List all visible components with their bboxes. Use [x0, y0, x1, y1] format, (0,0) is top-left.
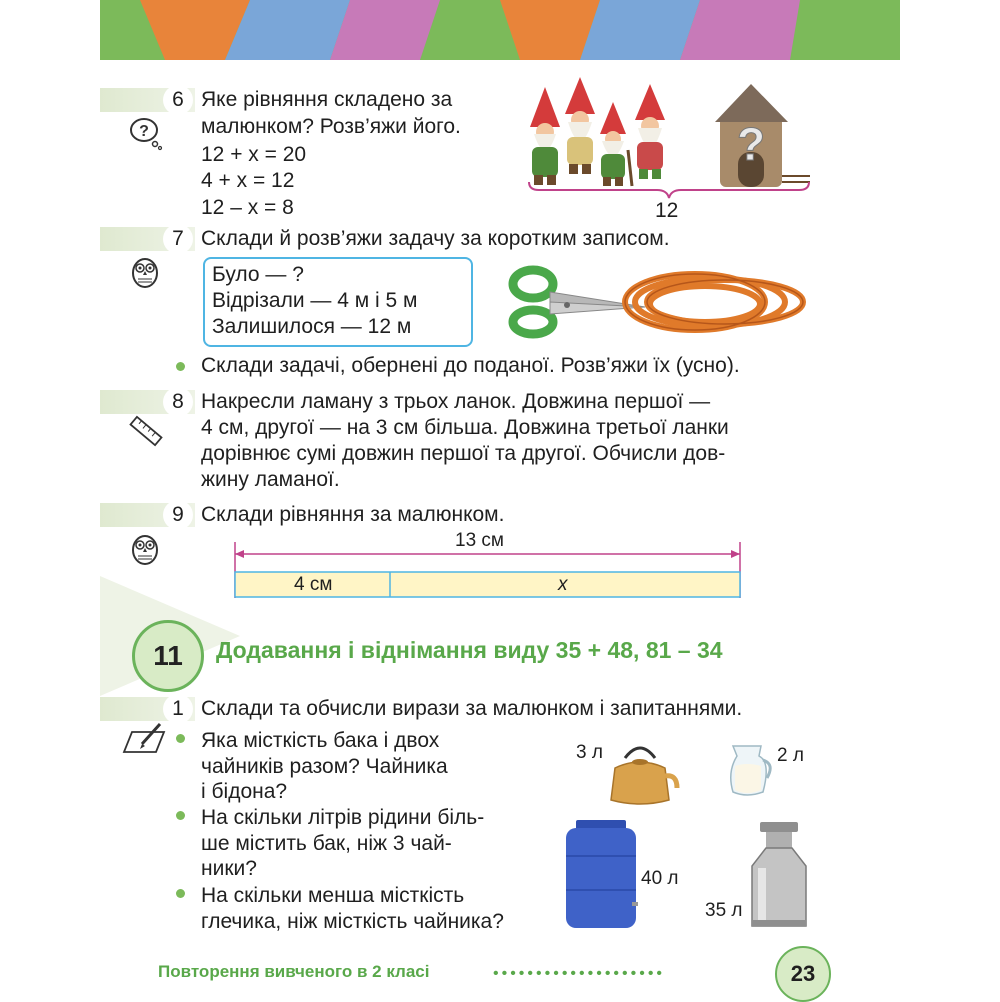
top-decorative-band: [100, 0, 900, 60]
q2-line1: На скільки літрів рідини біль-: [201, 806, 485, 829]
q2-line2: ше містить бак, ніж 3 чай-: [201, 832, 452, 855]
page-number: 23: [775, 946, 831, 1002]
short-note-line2: Відрізали — 4 м і 5 м: [212, 289, 418, 312]
svg-text:?: ?: [139, 123, 149, 140]
total-length-label: 13 см: [455, 530, 504, 551]
equation-3: 12 – x = 8: [201, 196, 294, 219]
bullet: [176, 889, 185, 898]
q3-line1: На скільки менша місткість: [201, 884, 465, 907]
brace: [527, 180, 812, 200]
bullet: [176, 734, 185, 743]
write-icon: [120, 722, 168, 756]
task8-line3: дорівнює сумі довжин першої та другої. Обчисли дов-: [201, 442, 726, 465]
footer-text: Повторення вивченого в 2 класі: [158, 962, 430, 981]
task-number: 9: [163, 500, 193, 530]
footer-dots: ••••••••••••••••••••: [493, 965, 666, 982]
q1-line3: і бідона?: [201, 780, 288, 803]
kettle-image: [605, 738, 680, 810]
think-icon: [128, 115, 164, 151]
jug-volume: 2 л: [777, 745, 804, 766]
task6-question-line1: Яке рівняння складено за: [201, 88, 453, 111]
brace-label: 12: [655, 199, 679, 222]
task9-text: Склади рівняння за малюнком.: [201, 503, 505, 526]
owl-icon: [130, 530, 160, 566]
short-note-line3: Залишилося — 12 м: [212, 315, 412, 338]
bullet: [176, 811, 185, 820]
q1-line2: чайників разом? Чайника: [201, 755, 448, 778]
svg-text:?: ?: [736, 118, 766, 170]
task7-bullet-text: Склади задачі, обернені до поданої. Розв’яжи їх (усно).: [201, 354, 740, 377]
part2-label: x: [558, 574, 568, 595]
ruler-icon: [128, 413, 164, 449]
task8-line4: жину ламаної.: [201, 468, 340, 491]
short-note-line1: Було — ?: [212, 263, 304, 286]
rope-illustration: [615, 262, 815, 342]
jug-image: [725, 742, 775, 798]
equation-1: 12 + x = 20: [201, 143, 307, 166]
task1-text: Склади та обчисли вирази за малюнком і запитаннями.: [201, 697, 743, 720]
q1-line1: Яка місткість бака і двох: [201, 729, 440, 752]
tank-image: [562, 820, 640, 930]
q2-line3: ники?: [201, 857, 257, 880]
owl-icon: [130, 253, 160, 289]
task-number: 7: [163, 224, 193, 254]
tank-volume: 40 л: [641, 868, 679, 889]
gnomes-illustration: [520, 72, 820, 197]
task7-text: Склади й розв’яжи задачу за коротким записом.: [201, 227, 670, 250]
task-number: 1: [163, 694, 193, 724]
equation-2: 4 + x = 12: [201, 169, 295, 192]
kettle-volume: 3 л: [576, 742, 603, 763]
can-volume: 35 л: [705, 900, 743, 921]
task6-question-line2: малюнком? Розв’яжи його.: [201, 115, 461, 138]
task8-line2: 4 см, другої — на 3 см більша. Довжина третьої ланки: [201, 416, 729, 439]
milk-can-image: [748, 822, 810, 930]
task8-line1: Накресли ламану з трьох ланок. Довжина першої —: [201, 390, 711, 413]
part1-label: 4 см: [294, 574, 333, 595]
bullet: [176, 362, 185, 371]
section-title: Додавання і віднімання виду 35 + 48, 81 – 34: [216, 637, 723, 663]
q3-line2: глечика, ніж місткість чайника?: [201, 910, 504, 933]
section-number: 11: [132, 620, 204, 692]
task-number: 6: [163, 85, 193, 115]
task-number: 8: [163, 387, 193, 417]
